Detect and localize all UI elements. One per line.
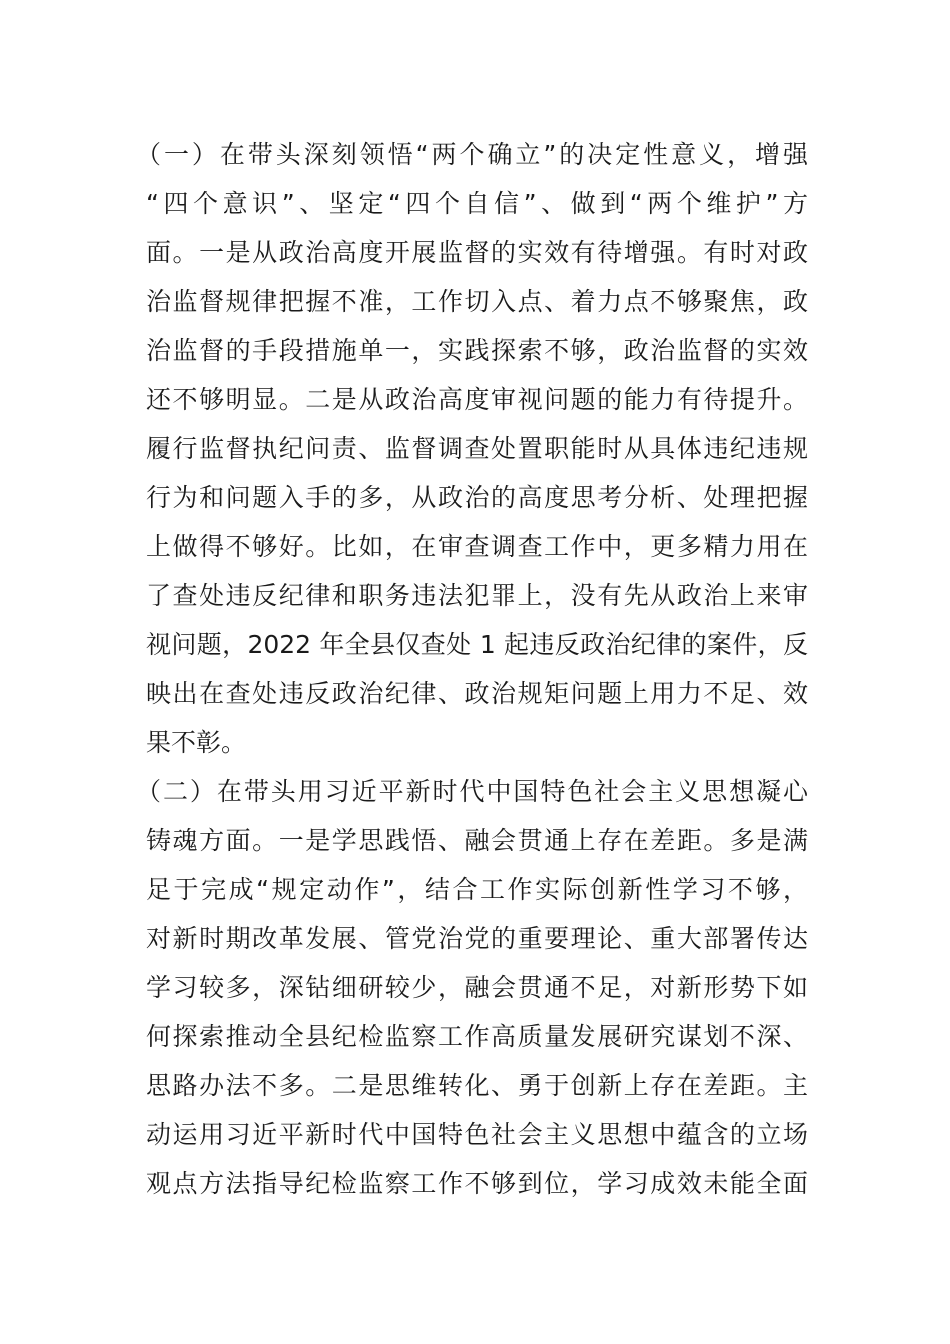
text-line: 观点方法指导纪检监察工作不够到位，学习成效未能全面: [146, 1169, 808, 1198]
text-line: 学习较多，深钻细研较少，融会贯通不足，对新形势下如: [146, 973, 808, 1002]
text-line: 映出在查处违反政治纪律、政治规矩问题上用力不足、效: [146, 679, 808, 708]
text-line: 上做得不够好。比如，在审查调查工作中，更多精力用在: [146, 532, 808, 561]
section-heading-2: （二）在带头用习近平新时代中国特色社会主义思想凝心: [136, 777, 808, 806]
text-line-end: 果不彰。: [146, 728, 247, 757]
text-line: 铸魂方面。一是学思践悟、融会贯通上存在差距。多是满: [146, 826, 808, 855]
text-line: 履行监督执纪问责、监督调查处置职能时从具体违纪违规: [146, 434, 808, 463]
text-line: 思路办法不多。二是思维转化、勇于创新上存在差距。主: [146, 1071, 808, 1100]
text-line: 还不够明显。二是从政治高度审视问题的能力有待提升。: [146, 385, 808, 414]
text-line: “四个意识”、坚定“四个自信”、做到“两个维护”方: [146, 189, 808, 218]
text-line: 视问题，2022 年全县仅查处 1 起违反政治纪律的案件，反: [146, 630, 808, 659]
section-heading-1: （一）在带头深刻领悟“两个确立”的决定性意义，增强: [136, 140, 808, 169]
text-line: 对新时期改革发展、管党治党的重要理论、重大部署传达: [146, 924, 808, 953]
text-line: 治监督规律把握不准，工作切入点、着力点不够聚焦，政: [146, 287, 808, 316]
text-line: 行为和问题入手的多，从政治的高度思考分析、处理把握: [146, 483, 808, 512]
text-line: 何探索推动全县纪检监察工作高质量发展研究谋划不深、: [146, 1022, 808, 1051]
text-line: 足于完成“规定动作”，结合工作实际创新性学习不够，: [146, 875, 808, 904]
text-line: 治监督的手段措施单一，实践探索不够，政治监督的实效: [146, 336, 808, 365]
text-line: 动运用习近平新时代中国特色社会主义思想中蕴含的立场: [146, 1120, 808, 1149]
text-line: 了查处违反纪律和职务违法犯罪上，没有先从政治上来审: [146, 581, 808, 610]
text-line: 面。一是从政治高度开展监督的实效有待增强。有时对政: [146, 238, 808, 267]
document-body: [136, 130, 808, 1208]
